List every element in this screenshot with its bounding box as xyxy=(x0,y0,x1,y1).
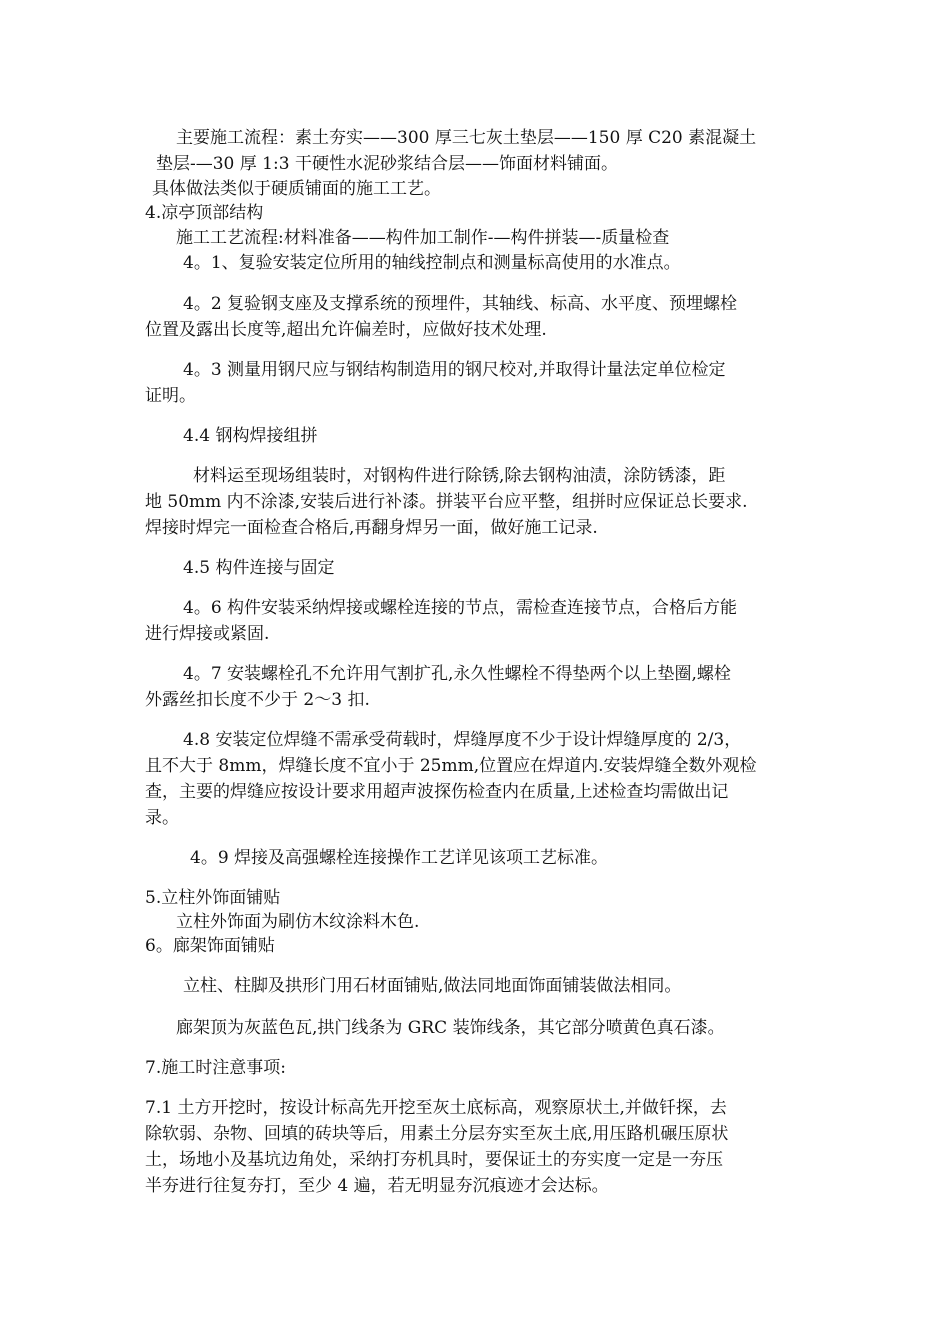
section-heading-4: 4.凉亭顶部结构 xyxy=(145,203,264,223)
text-line-18: 4。7 安装螺栓孔不允许用气割扩孔,永久性螺栓不得垫两个以上垫圈,螺栓 xyxy=(183,664,731,684)
text-line-33: 土，场地小及基坑边角处，采纳打夯机具时，要保证土的夯实度一定是一夯压 xyxy=(145,1150,723,1170)
text-line-2: 垫层-—30 厚 1:3 干硬性水泥砂浆结合层——饰面材料铺面。 xyxy=(156,154,618,174)
text-line-20: 4.8 安装定位焊缝不需承受荷载时，焊缝厚度不少于设计焊缝厚度的 2/3， xyxy=(183,730,742,750)
text-line-22: 查，主要的焊缝应按设计要求用超声波探伤检查内在质量,上述检查均需做出记 xyxy=(145,782,729,802)
text-line-16: 4。6 构件安装采纳焊接或螺栓连接的节点，需检查连接节点，合格后方能 xyxy=(183,598,738,618)
text-line-8: 位置及露出长度等,超出允许偏差时，应做好技术处理. xyxy=(145,320,547,340)
text-line-12: 材料运至现场组装时，对钢构件进行除锈,除去钢构油渍，涂防锈漆，距 xyxy=(193,466,726,486)
subsection-heading-4-5: 4.5 构件连接与固定 xyxy=(183,558,335,578)
text-line-32: 除软弱、杂物、回填的砖块等后，用素土分层夯实至灰土底,用压路机碾压原状 xyxy=(145,1124,729,1144)
subsection-heading-4-4: 4.4 钢构焊接组拼 xyxy=(183,426,318,446)
text-line-10: 证明。 xyxy=(145,386,196,406)
text-line-3: 具体做法类似于硬质铺面的施工工艺。 xyxy=(152,179,441,199)
section-heading-5: 5.立柱外饰面铺贴 xyxy=(145,888,281,908)
text-line-28: 立柱、柱脚及拱形门用石材面铺贴,做法同地面饰面铺装做法相同。 xyxy=(183,976,682,996)
text-line-34: 半夯进行往复夯打，至少 4 遍，若无明显夯沉痕迹才会达标。 xyxy=(145,1176,609,1196)
text-line-19: 外露丝扣长度不少于 2～3 扣. xyxy=(145,690,370,710)
text-line-9: 4。3 测量用钢尺应与钢结构制造用的钢尺校对,并取得计量法定单位检定 xyxy=(183,360,726,380)
text-line-7: 4。2 复验钢支座及支撑系统的预埋件，其轴线、标高、水平度、预埋螺栓 xyxy=(183,294,738,314)
text-line-17: 进行焊接或紧固. xyxy=(145,624,270,644)
text-line-5: 施工工艺流程:材料准备——构件加工制作-—构件拼装—-质量检查 xyxy=(176,228,670,248)
text-line-1: 主要施工流程：素土夯实——300 厚三七灰土垫层——150 厚 C20 素混凝土 xyxy=(176,128,757,148)
section-heading-6: 6。廊架饰面铺贴 xyxy=(145,936,275,956)
text-line-23: 录。 xyxy=(145,808,179,828)
text-line-6: 4。1、复验安装定位所用的轴线控制点和测量标高使用的水准点。 xyxy=(183,253,681,273)
text-line-31: 7.1 土方开挖时，按设计标高先开挖至灰土底标高，观察原状土,并做钎探，去 xyxy=(145,1098,727,1118)
text-line-26: 立柱外饰面为刷仿木纹涂料木色. xyxy=(176,912,420,932)
section-heading-7: 7.施工时注意事项: xyxy=(145,1058,286,1078)
text-line-24: 4。9 焊接及高强螺栓连接操作工艺详见该项工艺标准。 xyxy=(190,848,609,868)
text-line-14: 焊接时焊完一面检查合格后,再翻身焊另一面，做好施工记录. xyxy=(145,518,598,538)
text-line-13: 地 50mm 内不涂漆,安装后进行补漆。拼装平台应平整，组拼时应保证总长要求. xyxy=(145,492,748,512)
text-line-21: 且不大于 8mm，焊缝长度不宜小于 25mm,位置应在焊道内.安装焊缝全数外观检 xyxy=(145,756,757,776)
text-line-29: 廊架顶为灰蓝色瓦,拱门线条为 GRC 装饰线条，其它部分喷黄色真石漆。 xyxy=(176,1018,725,1038)
